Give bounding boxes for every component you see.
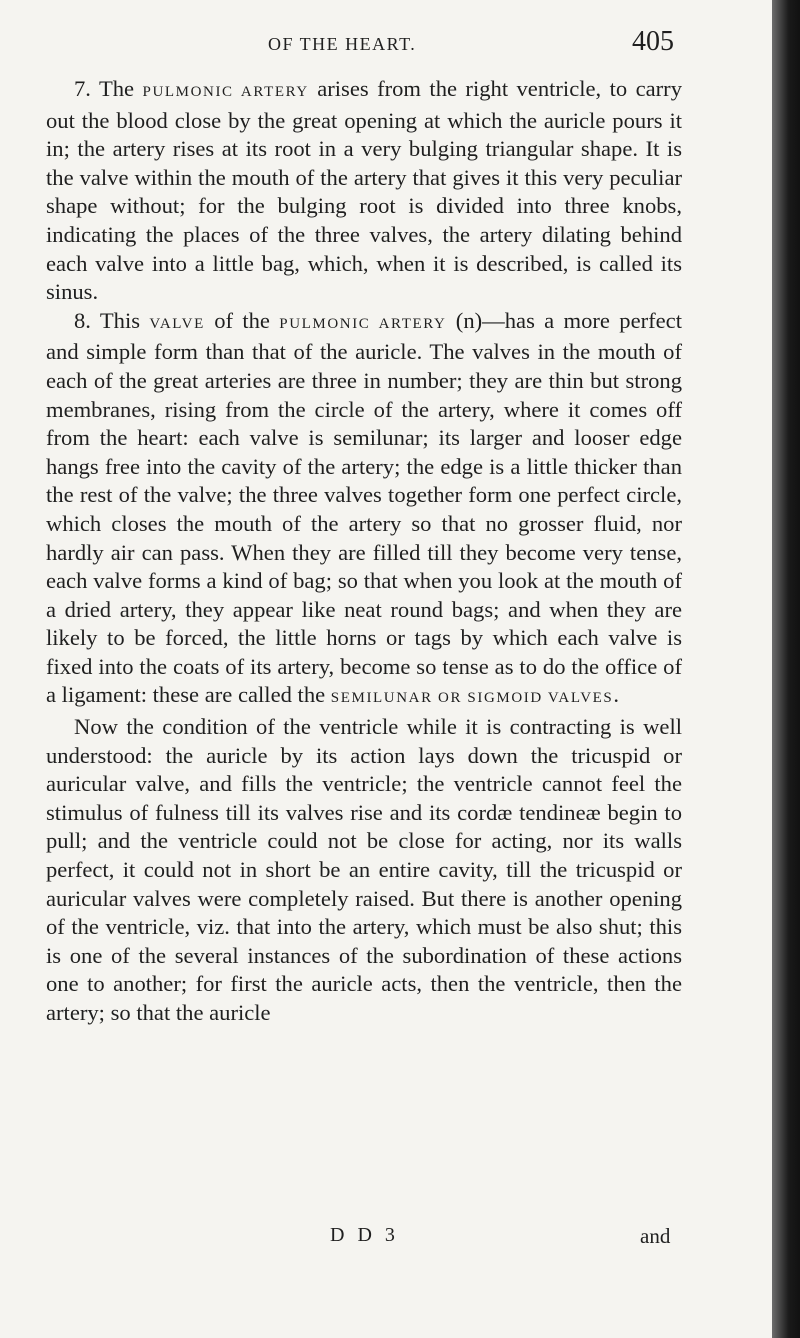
paragraph-7 bbox=[46, 75, 682, 307]
running-head bbox=[0, 26, 772, 66]
para8-term-artery: PULMONIC ARTERY bbox=[279, 315, 447, 332]
para7-term: PULMONIC ARTERY bbox=[142, 84, 309, 100]
para8-mid: of the bbox=[204, 307, 280, 333]
para7-lead: 7. The bbox=[74, 76, 143, 101]
running-title: OF THE HEART. bbox=[268, 34, 417, 54]
scan-edge bbox=[772, 0, 800, 1338]
para8-text: (n)—has a more perfect and simple form than that of the auricle. The valves in the mouth of each of the great arteries are three in number; they are thin but strong membranes, rising from the circle of the artery, where it comes off from the heart: each valve is semilunar; its larger and looser edge hangs free into the cavity of the artery; the edge is a little thicker than the rest of the valve; the three valves together form one perfect circle, which closes the mouth of the artery so that no grosser fluid, nor hardly air can pass. When they are filled till they become very tense, each valve forms a kind of bag; so that when you look at the mouth of a dried artery, they appear like neat round bags; and when they are likely to be forced, the little horns or tags by which each valve is fixed into the coats of its artery, become so tense as to do the office of a ligament: these are called the bbox=[46, 307, 682, 708]
body-text bbox=[46, 75, 682, 1028]
page-footer bbox=[0, 1224, 772, 1254]
para8-term-valves: SEMILUNAR OR SIGMOID VALVES bbox=[330, 690, 614, 707]
paragraph-9: Now the condition of the ventricle while it is contracting is well understood: the auricle by its action lays down the tricuspid or auricular valve, and fills the ventricle; the ventricle cannot feel the stimulus of fulness till its valves rise and its cordæ tendineæ begin to pull; and the ventricle could not be close for acting, nor its walls perfect, it could not in short be an entire cavity, till the tricuspid or auricular valves were completely raised. But there is another opening of the ventricle, viz. that into the artery, which must be also shut; this is one of the several instances of the subordination of these actions one to another; for first the auricle acts, then the ventricle, then the artery; so that the auricle bbox=[46, 714, 682, 1025]
page-number: 405 bbox=[632, 26, 674, 57]
signature-mark: D D 3 bbox=[330, 1224, 399, 1246]
catchword: and bbox=[640, 1224, 671, 1248]
para8-lead: 8. This bbox=[74, 307, 150, 333]
para7-text: arises from the right ventricle, to carry out the blood close by the great opening at which the auricle pours it in; the artery rises at its root in a very bulging triangular shape. It is the valve within the mouth of the artery that gives it this very peculiar shape without; for the bulging root is divided into three knobs, indicating the places of the three valves, the artery dilating behind each valve into a little bag, which, when it is described, is called its sinus. bbox=[46, 76, 682, 305]
paragraph-8 bbox=[46, 307, 682, 713]
para8-term-valve: VALVE bbox=[149, 315, 205, 332]
para8-end: . bbox=[613, 682, 619, 708]
